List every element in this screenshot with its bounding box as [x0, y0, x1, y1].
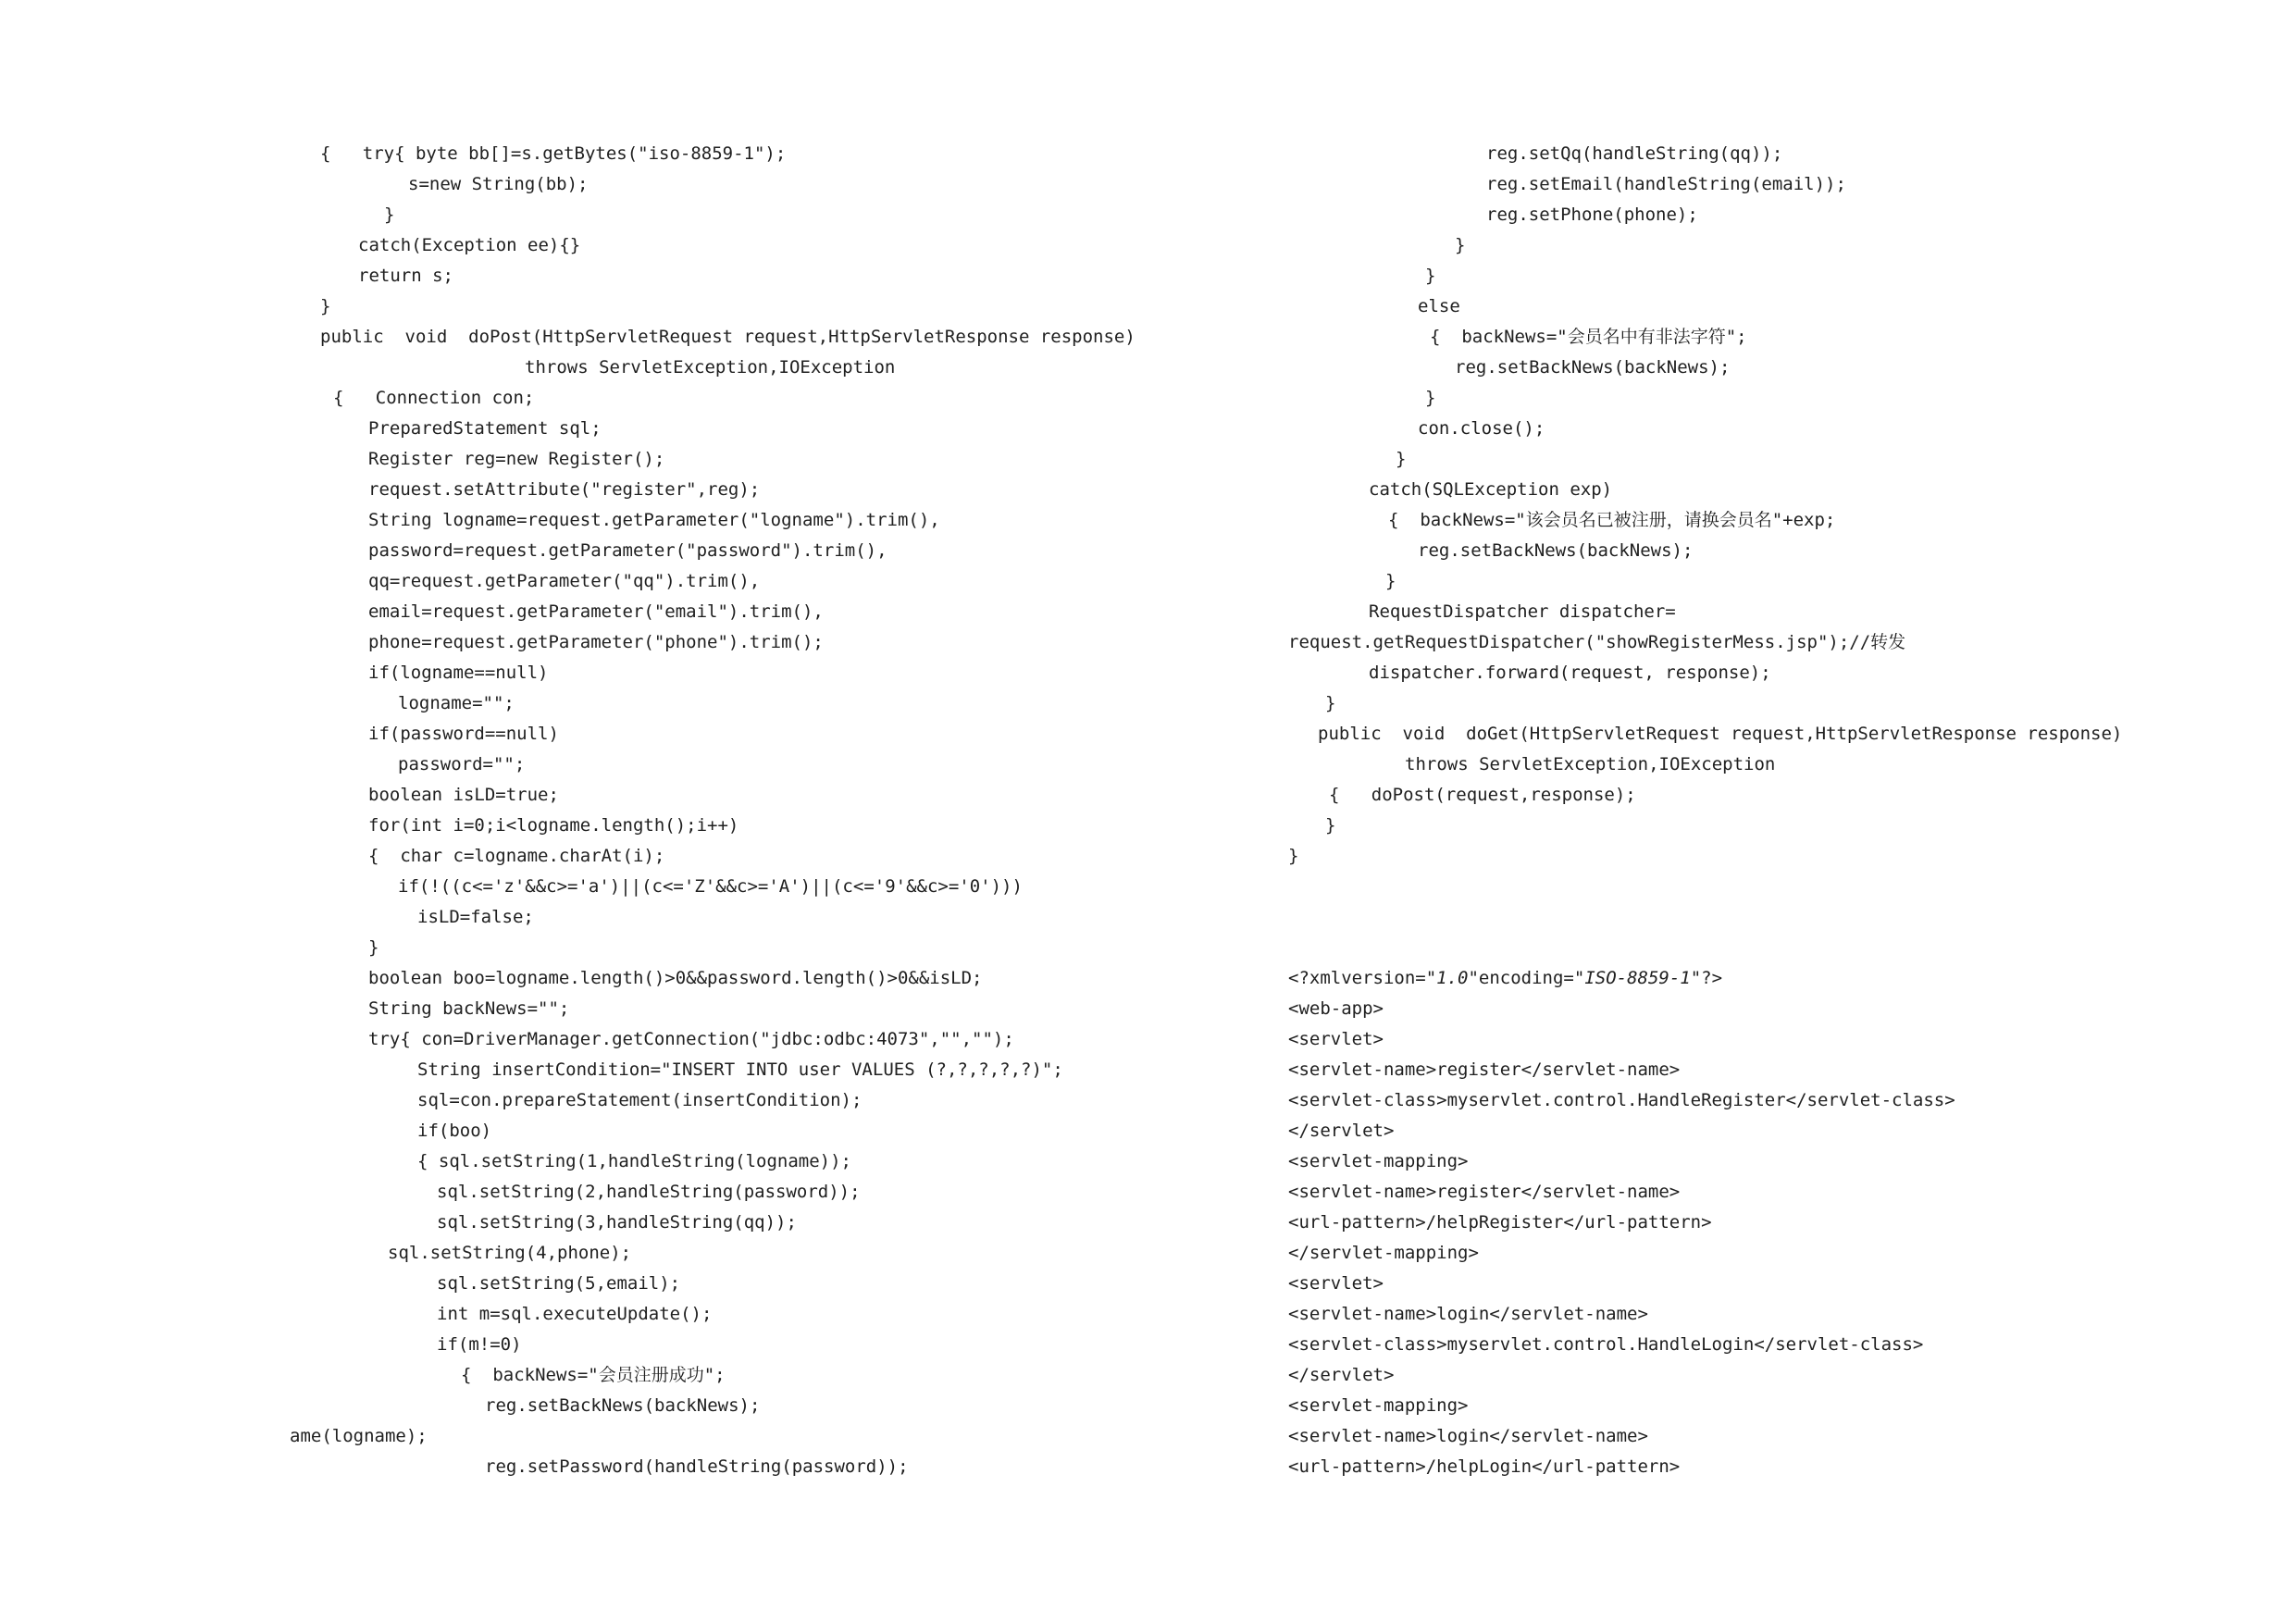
code-line: reg.setQq(handleString(qq)); — [1486, 143, 1783, 164]
code-line: for(int i=0;i<logname.length();i++) — [368, 815, 739, 836]
code-line: } — [1455, 235, 1466, 255]
xml-decl-prefix: <?xmlversion= — [1288, 968, 1426, 988]
code-line: { char c=logname.charAt(i); — [368, 846, 665, 866]
code-line: sql.setString(3,handleString(qq)); — [437, 1212, 797, 1233]
code-line: else — [1418, 296, 1460, 316]
code-line: request.getRequestDispatcher("showRegisterMess.jsp");//转发 — [1288, 632, 1906, 652]
code-line: sql=con.prepareStatement(insertCondition); — [417, 1090, 863, 1110]
xml-line: </servlet-mapping> — [1288, 1243, 1479, 1263]
code-line: sql.setString(2,handleString(password)); — [437, 1182, 861, 1202]
code-line: { backNews="该会员名已被注册，请换会员名"+exp; — [1388, 510, 1836, 530]
xml-line: <servlet-name>login</servlet-name> — [1288, 1304, 1648, 1324]
xml-line: <servlet-mapping> — [1288, 1151, 1469, 1171]
code-line: int m=sql.executeUpdate(); — [437, 1304, 713, 1324]
code-line: sql.setString(4,phone); — [388, 1243, 632, 1263]
code-line: { backNews="会员名中有非法字符"; — [1430, 327, 1747, 347]
code-line: dispatcher.forward(request, response); — [1369, 663, 1771, 683]
code-line: PreparedStatement sql; — [368, 418, 602, 439]
code-line: } — [1396, 449, 1407, 469]
xml-declaration — [1288, 968, 1722, 988]
code-line: } — [384, 204, 395, 225]
xml-decl-middle: encoding= — [1478, 968, 1574, 988]
code-line: logname=""; — [398, 693, 515, 713]
code-line: if(logname==null) — [368, 663, 549, 683]
code-line: try{ con=DriverManager.getConnection("jdbc:odbc:4073","",""); — [368, 1029, 1014, 1049]
code-line: } — [1288, 846, 1299, 866]
xml-line: <servlet-mapping> — [1288, 1395, 1469, 1416]
code-line: qq=request.getParameter("qq").trim(), — [368, 571, 761, 591]
xml-line: </servlet> — [1288, 1121, 1395, 1141]
code-line: { try{ byte bb[]=s.getBytes("iso-8859-1"); — [320, 143, 787, 164]
code-line: String backNews=""; — [368, 998, 570, 1019]
code-line: String insertCondition="INSERT INTO user VALUES (?,?,?,?,?)"; — [417, 1059, 1063, 1080]
code-line: reg.setBackNews(backNews); — [1418, 540, 1694, 561]
code-line: password=""; — [398, 754, 526, 774]
code-line: } — [320, 296, 331, 316]
xml-line: <url-pattern>/helpLogin</url-pattern> — [1288, 1456, 1681, 1477]
code-line: if(boo) — [417, 1121, 492, 1141]
xml-line: </servlet> — [1288, 1365, 1395, 1385]
xml-line: <web-app> — [1288, 998, 1384, 1019]
xml-line: <url-pattern>/helpRegister</url-pattern> — [1288, 1212, 1712, 1233]
code-line: boolean isLD=true; — [368, 785, 559, 805]
code-line: reg.setEmail(handleString(email)); — [1486, 174, 1846, 194]
code-line: email=request.getParameter("email").trim(), — [368, 601, 824, 622]
xml-line: <servlet-class>myservlet.control.HandleLogin</servlet-class> — [1288, 1334, 1924, 1355]
code-line: if(m!=0) — [437, 1334, 522, 1355]
code-line: catch(SQLException exp) — [1369, 479, 1613, 500]
code-line: sql.setString(5,email); — [437, 1273, 681, 1294]
code-line: { doPost(request,response); — [1329, 785, 1636, 805]
xml-line: <servlet-name>register</servlet-name> — [1288, 1059, 1681, 1080]
xml-decl-version: "1.0" — [1425, 968, 1479, 988]
code-line: { backNews="会员注册成功"; — [461, 1365, 726, 1385]
code-line: } — [1425, 388, 1436, 408]
code-line: reg.setBackNews(backNews); — [485, 1395, 761, 1416]
code-line: } — [1325, 815, 1336, 836]
code-line: } — [1425, 266, 1436, 286]
code-line: } — [368, 937, 379, 958]
code-line: { Connection con; — [333, 388, 535, 408]
code-line: password=request.getParameter("password").trim(), — [368, 540, 887, 561]
code-line: } — [1325, 693, 1336, 713]
code-line: phone=request.getParameter("phone").trim(); — [368, 632, 824, 652]
xml-line: <servlet-class>myservlet.control.HandleRegister</servlet-class> — [1288, 1090, 1955, 1110]
code-line: public void doGet(HttpServletRequest request,HttpServletResponse response) — [1318, 724, 2123, 744]
code-line: reg.setBackNews(backNews); — [1455, 357, 1731, 378]
code-line: isLD=false; — [417, 907, 534, 927]
code-line: ame(logname); — [290, 1426, 428, 1446]
code-line: boolean boo=logname.length()>0&&password.length()>0&&isLD; — [368, 968, 983, 988]
code-line: Register reg=new Register(); — [368, 449, 665, 469]
code-line: s=new String(bb); — [408, 174, 589, 194]
code-line: } — [1385, 571, 1396, 591]
code-line: throws ServletException,IOException — [1405, 754, 1776, 774]
code-line: reg.setPassword(handleString(password)); — [485, 1456, 909, 1477]
code-line: return s; — [358, 266, 453, 286]
xml-line: <servlet> — [1288, 1273, 1384, 1294]
code-line: if(!((c<='z'&&c>='a')||(c<='Z'&&c>='A')||(c<='9'&&c>='0'))) — [398, 876, 1023, 897]
xml-line: <servlet-name>login</servlet-name> — [1288, 1426, 1648, 1446]
code-line: public void doPost(HttpServletRequest request,HttpServletResponse response) — [320, 327, 1136, 347]
code-line: reg.setPhone(phone); — [1486, 204, 1698, 225]
code-line: con.close(); — [1418, 418, 1545, 439]
code-line: if(password==null) — [368, 724, 559, 744]
xml-line: <servlet-name>register</servlet-name> — [1288, 1182, 1681, 1202]
xml-decl-encoding: "ISO-8859-1" — [1573, 968, 1702, 988]
xml-decl-suffix: ?> — [1701, 968, 1723, 988]
code-line: { sql.setString(1,handleString(logname)); — [417, 1151, 851, 1171]
code-line: request.setAttribute("register",reg); — [368, 479, 761, 500]
code-line: throws ServletException,IOException — [525, 357, 896, 378]
code-line: catch(Exception ee){} — [358, 235, 581, 255]
code-line: RequestDispatcher dispatcher= — [1369, 601, 1676, 622]
xml-line: <servlet> — [1288, 1029, 1384, 1049]
code-line: String logname=request.getParameter("logname").trim(), — [368, 510, 940, 530]
